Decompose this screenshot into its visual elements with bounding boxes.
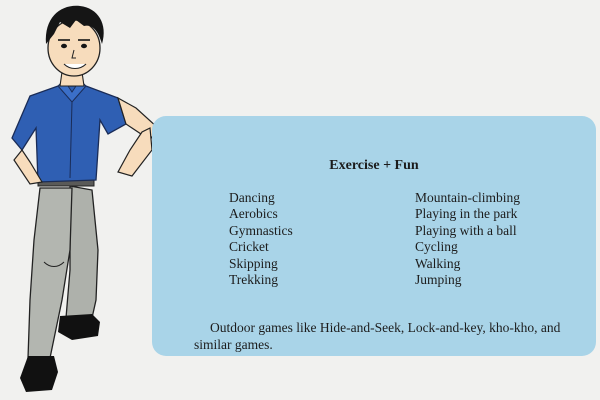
list-item: Walking [415,255,461,271]
exercise-fun-panel [152,116,596,356]
list-item: Skipping [229,255,278,271]
list-item: Aerobics [229,206,278,222]
list-item: Playing in the park [415,206,518,222]
activity-list-left [229,190,293,288]
list-item: Mountain-climbing [415,190,520,205]
list-item: Cycling [415,239,458,255]
list-item: Trekking [229,272,279,288]
list-item: Gymnastics [229,222,293,238]
list-item: Dancing [229,190,275,205]
list-item: Cricket [229,239,269,255]
panel-title: Exercise + Fun [329,158,419,173]
list-item: Jumping [415,272,462,288]
activity-list-right [415,190,520,288]
outdoor-games-note: Outdoor games like Hide-and-Seek, Lock-and-key, kho-kho, and similar games. [194,320,561,352]
list-item: Playing with a ball [415,222,517,238]
